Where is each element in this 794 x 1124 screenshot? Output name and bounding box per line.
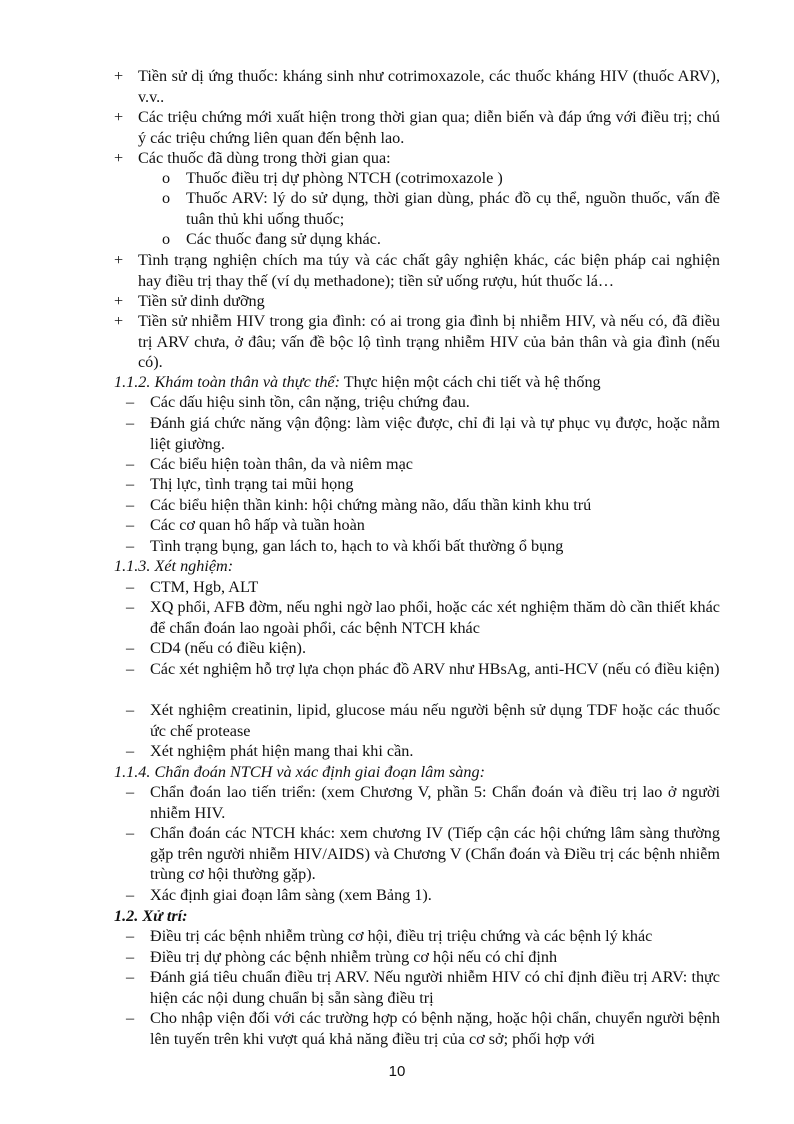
list-item-text: Tiền sử nhiễm HIV trong gia đình: có ai trong gia đình bị nhiễm HIV, và nếu có, đã điều trị ARV chưa, ở đâu; vấn đề bộc lộ tình trạng nhiễm HIV của bản thân và gia đình (nếu có). [138,312,720,371]
dash-bullet: – [126,824,135,842]
list-item-text: Các biểu hiện toàn thân, da và niêm mạc [150,455,413,473]
dash-bullet: – [126,783,135,801]
dash-bullet: – [126,639,135,657]
dash-bullet: – [126,968,135,986]
list-item-text: Tình trạng nghiện chích ma túy và các chất gây nghiện khác, các biện pháp cai nghiện hay điều trị thay thế (ví dụ methadone); tiền sử uống rượu, hút thuốc lá… [138,251,720,290]
list-item-text: Tiền sử dị ứng thuốc: kháng sinh như cotrimoxazole, các thuốc kháng HIV (thuốc ARV), v.v.. [138,67,720,106]
dash-bullet: – [126,660,135,678]
list-item-text: Thuốc điều trị dự phòng NTCH (cotrimoxazole ) [186,169,503,187]
list-item-text: Các triệu chứng mới xuất hiện trong thời gian qua; diễn biến và đáp ứng với điều trị; chú ý các triệu chứng liên quan đến bệnh lao. [138,108,720,147]
list-item-text: Các thuốc đang sử dụng khác. [186,230,381,248]
heading-title: 1.2. Xử trí: [114,907,188,925]
list-item-text: Các thuốc đã dùng trong thời gian qua: [138,149,391,167]
dash-bullet: – [126,455,135,473]
dash-bullet: – [126,886,135,904]
heading-title: 1.1.2. Khám toàn thân và thực thể: [114,373,340,391]
list-item-text: CTM, Hgb, ALT [150,578,259,596]
dash-bullet: – [126,701,135,719]
section-heading-1-1-4 [114,762,485,783]
list-item-text: Cho nhập viện đối với các trường hợp có bệnh nặng, hoặc hội chẩn, chuyển người bệnh lên tuyến trên khi vượt quá khả năng điều trị của cơ sở; phối hợp với [150,1009,720,1048]
list-item-text: Các cơ quan hô hấp và tuần hoàn [150,516,365,534]
list-item-text: Các xét nghiệm hỗ trợ lựa chọn phác đồ ARV như HBsAg, anti-HCV (nếu có điều kiện) [150,660,720,678]
plus-bullet: + [114,149,124,167]
list-item-text: Các dấu hiệu sinh tồn, cân nặng, triệu chứng đau. [150,393,470,411]
list-item-text: Thị lực, tình trạng tai mũi họng [150,475,354,493]
dash-bullet: – [126,578,135,596]
dash-bullet: – [126,742,135,760]
list-item-text: Điều trị các bệnh nhiễm trùng cơ hội, điều trị triệu chứng và các bệnh lý khác [150,927,653,945]
plus-bullet: + [114,67,124,85]
section-heading-1-1-2 [114,372,601,393]
heading-title: 1.1.3. Xét nghiệm: [114,557,234,575]
list-item-text: Các biểu hiện thần kinh: hội chứng màng não, dấu thần kinh khu trú [150,496,592,514]
list-item-text: Xác định giai đoạn lâm sàng (xem Bảng 1). [150,886,432,904]
circle-bullet: o [162,230,171,248]
section-heading-1-1-3 [114,556,233,577]
dash-bullet: – [126,537,135,555]
list-item-text: Thuốc ARV: lý do sử dụng, thời gian dùng, phác đồ cụ thể, nguồn thuốc, vấn đề tuân thủ khi uống thuốc; [186,189,720,228]
list-item-text: Tình trạng bụng, gan lách to, hạch to và khối bất thường ổ bụng [150,537,564,555]
list-item-text: Chẩn đoán các NTCH khác: xem chương IV (Tiếp cận các hội chứng lâm sàng thường gặp trên người nhiễm HIV/AIDS) và Chương V (Chẩn đoán và Điều trị các bệnh nhiễm trùng cơ hội thường gặp). [150,824,720,883]
list-item-text: Điều trị dự phòng các bệnh nhiễm trùng cơ hội nếu có chỉ định [150,948,558,966]
list-item-text: Tiền sử dinh dưỡng [138,292,265,310]
list-item-text: Đánh giá tiêu chuẩn điều trị ARV. Nếu người nhiễm HIV có chỉ định điều trị ARV: thực hiện các nội dung chuẩn bị sẵn sàng điều trị [150,968,720,1007]
list-item-text: Xét nghiệm phát hiện mang thai khi cần. [150,742,414,760]
section-heading-1-2 [114,906,188,927]
heading-description: Thực hiện một cách chi tiết và hệ thống [340,373,601,391]
dash-bullet: – [126,414,135,432]
list-item-text: CD4 (nếu có điều kiện). [150,639,306,657]
dash-bullet: – [126,598,135,616]
list-item-text: Xét nghiệm creatinin, lipid, glucose máu nếu người bệnh sử dụng TDF hoặc các thuốc ức chế protease [150,701,720,740]
list-item-text: Chẩn đoán lao tiến triển: (xem Chương V, phần 5: Chẩn đoán và điều trị lao ở người nhiễm HIV. [150,783,720,822]
plus-bullet: + [114,312,124,330]
circle-bullet: o [162,189,171,207]
list-item-text: Đánh giá chức năng vận động: làm việc được, chỉ đi lại và tự phục vụ được, hoặc nằm liệt giường. [150,414,720,453]
plus-bullet: + [114,292,124,310]
list-item-text: XQ phổi, AFB đờm, nếu nghi ngờ lao phổi, hoặc các xét nghiệm thăm dò cần thiết khác để chẩn đoán lao ngoài phổi, các bệnh NTCH khác [150,598,720,637]
dash-bullet: – [126,927,135,945]
circle-bullet: o [162,169,171,187]
dash-bullet: – [126,516,135,534]
plus-bullet: + [114,251,124,269]
heading-title: 1.1.4. Chẩn đoán NTCH và xác định giai đoạn lâm sàng: [114,763,485,781]
dash-bullet: – [126,496,135,514]
dash-bullet: – [126,948,135,966]
dash-bullet: – [126,393,135,411]
plus-bullet: + [114,108,124,126]
dash-bullet: – [126,475,135,493]
page-number: 10 [388,1063,406,1080]
dash-bullet: – [126,1009,135,1027]
